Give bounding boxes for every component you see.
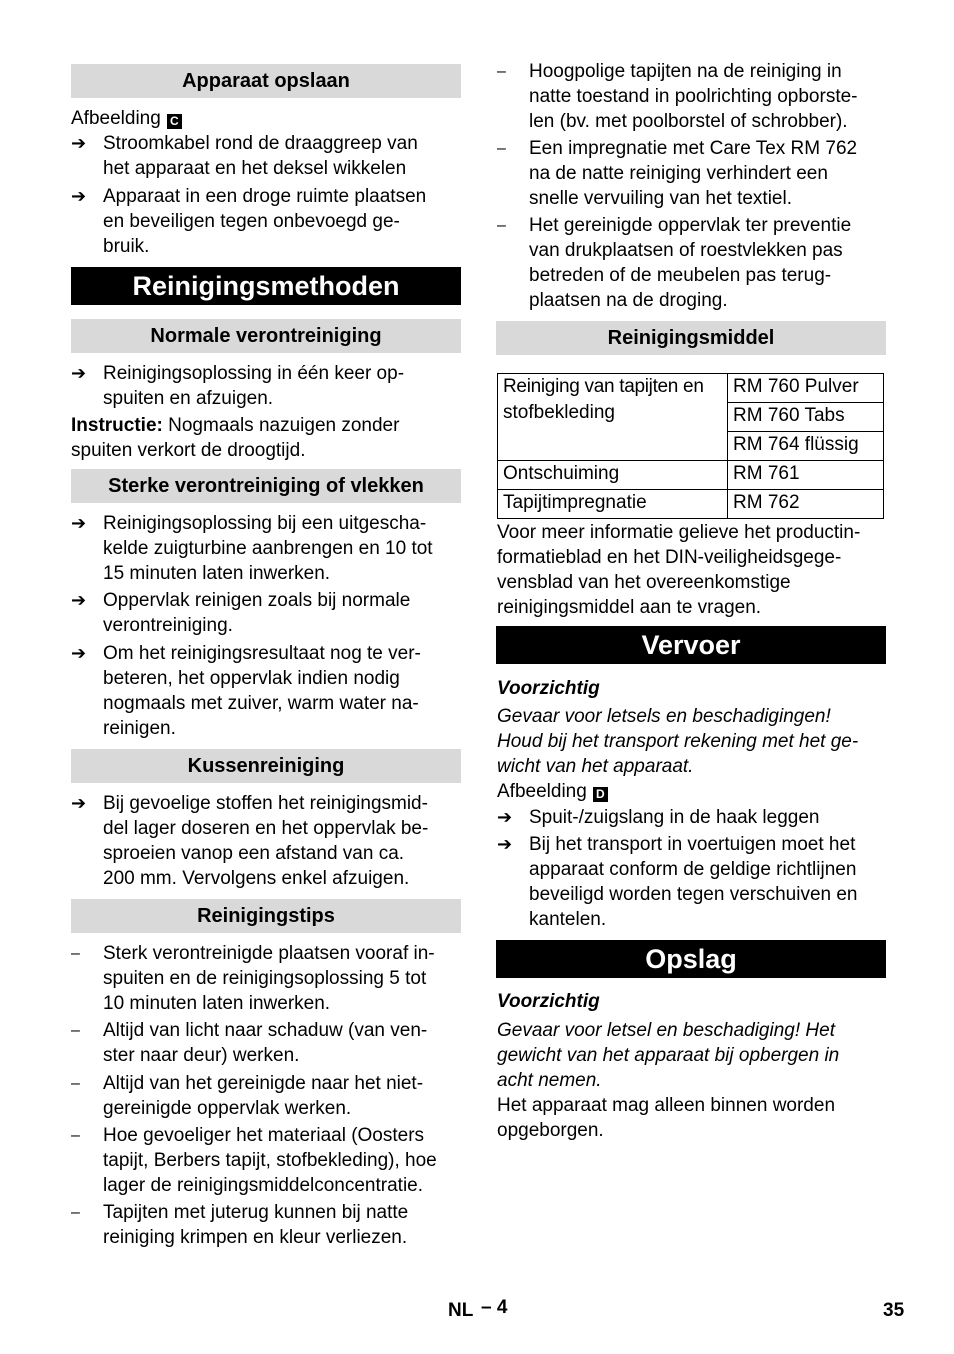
line: stofbekleding <box>503 402 615 423</box>
heading-normale-verontreiniging: Normale verontreiniging <box>71 319 461 353</box>
line: spuiten en afzuigen. <box>103 388 274 409</box>
line: Sterk verontreinigde plaatsen vooraf in- <box>103 943 435 964</box>
table-cell: RM 764 flüssig <box>728 432 884 461</box>
line: Reinigingsoplossing in één keer op- <box>103 363 405 384</box>
line: reinigen. <box>103 718 176 739</box>
opslag-text <box>497 1093 835 1143</box>
dash-bullet: – <box>497 63 506 80</box>
heading-apparaat-opslaan: Apparaat opslaan <box>71 64 461 98</box>
line: Om het reinigingsresultaat nog te ver- <box>103 643 421 664</box>
line: Hoogpolige tapijten na de reiniging in <box>529 61 842 82</box>
line: van drukplaatsen of roestvlekken pas <box>529 240 843 261</box>
heading-sterke-verontreiniging: Sterke verontreiniging of vlekken <box>71 469 461 503</box>
dash-bullet: – <box>497 217 506 234</box>
line: het apparaat en het deksel wikkelen <box>103 158 407 179</box>
heading-kussenreiniging: Kussenreiniging <box>71 749 461 783</box>
line: Bij het transport in voertuigen moet het <box>529 834 856 855</box>
arrow-right-icon: ➔ <box>71 133 87 153</box>
line: kantelen. <box>529 909 607 930</box>
line: en beveiligen tegen onbevoegd ge- <box>103 211 400 232</box>
info-paragraph <box>497 520 860 620</box>
line: 15 minuten laten inwerken. <box>103 563 331 584</box>
table-cell <box>498 374 728 461</box>
figure-badge-c: C <box>167 114 182 129</box>
table-cell: RM 760 Pulver <box>728 374 884 403</box>
dash-bullet: – <box>497 140 506 157</box>
line: Het apparaat mag alleen binnen worden <box>497 1095 836 1116</box>
line: sproeien vanop een afstand van ca. <box>103 843 405 864</box>
arrow-right-icon: ➔ <box>497 834 513 854</box>
heading-reinigingsmethoden: Reinigingsmethoden <box>71 267 461 305</box>
line: verontreiniging. <box>103 615 233 636</box>
line: Een impregnatie met Care Tex RM 762 <box>529 138 858 159</box>
heading-reinigingsmiddel: Reinigingsmiddel <box>496 321 886 355</box>
line: kelde zuigturbine aanbrengen en 10 tot <box>103 538 433 559</box>
line: Altijd van licht naar schaduw (van ven- <box>103 1020 428 1041</box>
footer-section-number: – 4 <box>481 1297 508 1318</box>
line: acht nemen. <box>497 1070 602 1091</box>
line: Tapijten met juterug kunnen bij natte <box>103 1202 409 1223</box>
line: spuiten verkort de droogtijd. <box>71 440 306 461</box>
arrow-right-icon: ➔ <box>71 513 87 533</box>
caution-label: Voorzichtig <box>497 991 600 1012</box>
line: Stroomkabel rond de draaggreep van <box>103 133 418 154</box>
line: len (bv. met poolborstel of schrobber). <box>529 111 848 132</box>
caution-label: Voorzichtig <box>497 678 600 699</box>
line: vensblad van het overeenkomstige <box>497 572 791 593</box>
line: 200 mm. Vervolgens enkel afzuigen. <box>103 868 410 889</box>
line: Gevaar voor letsels en beschadigingen! <box>497 706 831 727</box>
line: formatieblad en het DIN-veiligheidsgege- <box>497 547 842 568</box>
line: Voor meer informatie gelieve het productin- <box>497 522 861 543</box>
dash-bullet: – <box>71 1022 80 1039</box>
line: apparaat conform de geldige richtlijnen <box>529 859 857 880</box>
line: Houd bij het transport rekening met het ge- <box>497 731 859 752</box>
line: Nogmaals nazuigen zonder <box>162 415 400 436</box>
afbeelding-d-ref <box>497 779 608 804</box>
afbeelding-label: Afbeelding <box>497 781 587 802</box>
line: Hoe gevoeliger het materiaal (Oosters <box>103 1125 425 1146</box>
arrow-right-icon: ➔ <box>497 807 513 827</box>
table-row <box>498 490 884 519</box>
line: Altijd van het gereinigde naar het niet- <box>103 1073 424 1094</box>
arrow-right-icon: ➔ <box>71 363 87 383</box>
table-cell: Ontschuiming <box>498 461 728 490</box>
line: betreden of de meubelen pas terug- <box>529 265 832 286</box>
line: del lager doseren en het oppervlak be- <box>103 818 429 839</box>
heading-vervoer: Vervoer <box>496 626 886 664</box>
line: ster naar deur) werken. <box>103 1045 300 1066</box>
line: Reinigingsoplossing bij een uitgescha- <box>103 513 427 534</box>
dash-bullet: – <box>71 945 80 962</box>
line: reinigingsmiddel aan te vragen. <box>497 597 762 618</box>
line: beteren, het oppervlak indien nodig <box>103 668 400 689</box>
line: 10 minuten laten inwerken. <box>103 993 331 1014</box>
arrow-right-icon: ➔ <box>71 590 87 610</box>
table-row <box>498 374 884 403</box>
line: nogmaals met zuiver, warm water na- <box>103 693 419 714</box>
table-cell: RM 762 <box>728 490 884 519</box>
line: na de natte reiniging verhindert een <box>529 163 828 184</box>
dash-bullet: – <box>71 1127 80 1144</box>
footer-language: NL <box>448 1300 474 1321</box>
line: lager de reinigingsmiddelconcentratie. <box>103 1175 424 1196</box>
line: tapijt, Berbers tapijt, stofbekleding), hoe <box>103 1150 437 1171</box>
line: gereinigde oppervlak werken. <box>103 1098 352 1119</box>
line: bruik. <box>103 236 150 257</box>
table-cell: RM 760 Tabs <box>728 403 884 432</box>
line: Gevaar voor letsel en beschadiging! Het <box>497 1020 835 1041</box>
table-cell: RM 761 <box>728 461 884 490</box>
arrow-right-icon: ➔ <box>71 793 87 813</box>
line: Apparaat in een droge ruimte plaatsen <box>103 186 427 207</box>
page-number: 35 <box>883 1300 905 1321</box>
afbeelding-c-ref <box>71 106 182 131</box>
line: Reiniging van tapijten en <box>503 376 704 397</box>
line: beveiligd worden tegen verschuiven en <box>529 884 858 905</box>
reinigingsmiddel-table <box>497 373 884 519</box>
line: spuiten en de reinigingsoplossing 5 tot <box>103 968 427 989</box>
dash-bullet: – <box>71 1075 80 1092</box>
caution-text <box>497 704 858 779</box>
figure-badge-d: D <box>593 787 608 802</box>
note-label: Instructie: <box>71 415 163 436</box>
arrow-right-icon: ➔ <box>71 186 87 206</box>
line: Het gereinigde oppervlak ter preventie <box>529 215 852 236</box>
line: natte toestand in poolrichting opborste- <box>529 86 858 107</box>
table-row <box>498 461 884 490</box>
afbeelding-label: Afbeelding <box>71 108 161 129</box>
line: gewicht van het apparaat bij opbergen in <box>497 1045 840 1066</box>
heading-reinigingstips: Reinigingstips <box>71 899 461 933</box>
line: Oppervlak reinigen zoals bij normale <box>103 590 411 611</box>
dash-bullet: – <box>71 1204 80 1221</box>
line: reiniging krimpen en kleur verliezen. <box>103 1227 408 1248</box>
line: snelle vervuiling van het textiel. <box>529 188 792 209</box>
arrow-right-icon: ➔ <box>71 643 87 663</box>
line: opgeborgen. <box>497 1120 604 1141</box>
instructie-note <box>71 413 399 463</box>
line: wicht van het apparaat. <box>497 756 694 777</box>
table-cell: Tapijtimpregnatie <box>498 490 728 519</box>
caution-text <box>497 1018 839 1093</box>
line: plaatsen na de droging. <box>529 290 728 311</box>
heading-opslag: Opslag <box>496 940 886 978</box>
line: Spuit-/zuigslang in de haak leggen <box>529 807 820 828</box>
line: Bij gevoelige stoffen het reinigingsmid- <box>103 793 428 814</box>
